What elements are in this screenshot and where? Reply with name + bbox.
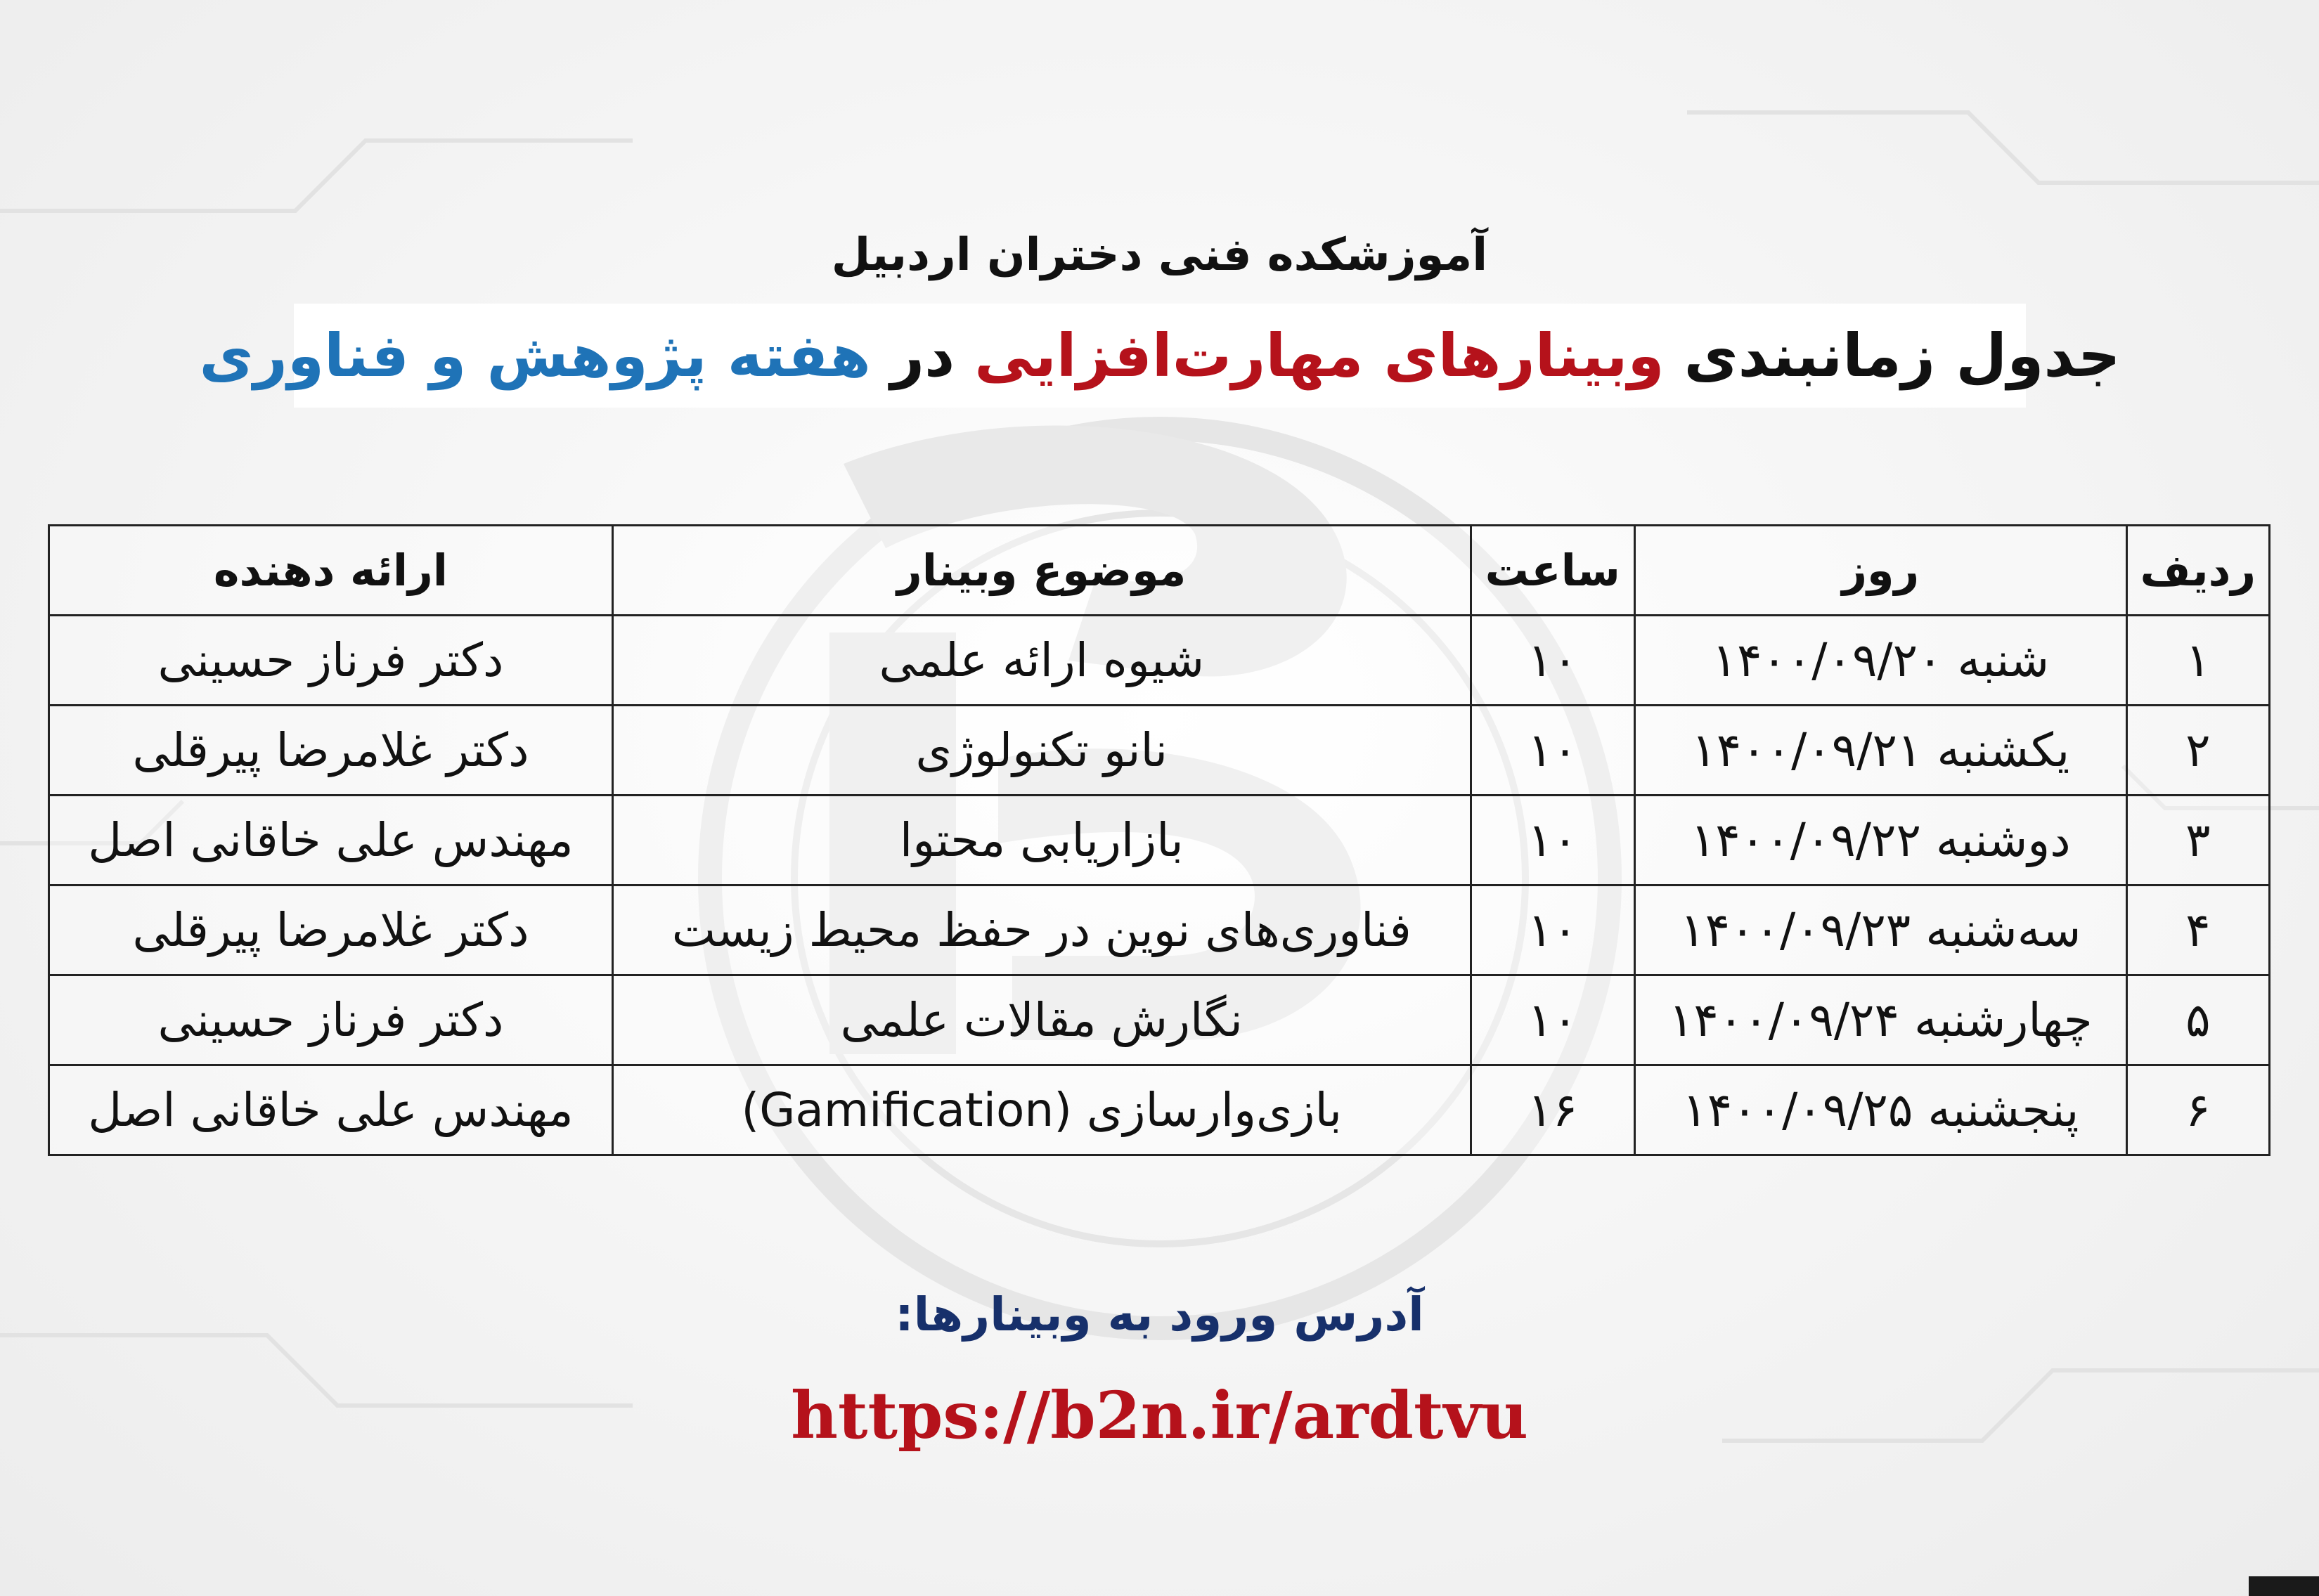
- corner-badge: [2249, 1576, 2319, 1596]
- table-row: [49, 796, 2270, 885]
- cell-presenter: دکتر فرناز حسینی: [49, 975, 613, 1065]
- cell-topic: شیوه ارائه علمی: [612, 616, 1471, 706]
- cell-radif: ۳: [2126, 796, 2269, 885]
- cell-day: پنجشنبه ۱۴۰۰/۰۹/۲۵: [1634, 1065, 2126, 1155]
- cell-presenter: دکتر غلامرضا پیرقلی: [49, 885, 613, 975]
- header-time: ساعت: [1471, 526, 1634, 616]
- cell-presenter: مهندس علی خاقانی اصل: [49, 796, 613, 885]
- webinar-schedule-table: [48, 524, 2270, 1156]
- cell-topic: نگارش مقالات علمی: [612, 975, 1471, 1065]
- header-radif: ردیف: [2126, 526, 2269, 616]
- title-part-webinars: وبینارهای مهارت‌افزایی: [974, 321, 1665, 390]
- cell-presenter: دکتر غلامرضا پیرقلی: [49, 706, 613, 796]
- table-row: [49, 706, 2270, 796]
- institution-name: آموزشکده فنی دختران اردبیل: [831, 229, 1488, 281]
- table-header-row: [49, 526, 2270, 616]
- table-row: [49, 1065, 2270, 1155]
- cell-radif: ۱: [2126, 616, 2269, 706]
- cell-radif: ۴: [2126, 885, 2269, 975]
- title-part-schedule: جدول زمانبندی: [1684, 321, 2121, 390]
- cell-day: یکشنبه ۱۴۰۰/۰۹/۲۱: [1634, 706, 2126, 796]
- cell-presenter: مهندس علی خاقانی اصل: [49, 1065, 613, 1155]
- header-presenter: ارائه دهنده: [49, 526, 613, 616]
- cell-presenter: دکتر فرناز حسینی: [49, 616, 613, 706]
- cell-time: ۱۰: [1471, 885, 1634, 975]
- cell-time: ۱۰: [1471, 975, 1634, 1065]
- header-day: روز: [1634, 526, 2126, 616]
- webinar-link[interactable]: https://b2n.ir/ardtvu: [791, 1377, 1528, 1453]
- cell-time: ۱۰: [1471, 796, 1634, 885]
- cell-time: ۱۶: [1471, 1065, 1634, 1155]
- page-title: [199, 304, 2121, 408]
- cell-day: سه‌شنبه ۱۴۰۰/۰۹/۲۳: [1634, 885, 2126, 975]
- cell-topic: نانو تکنولوژی: [612, 706, 1471, 796]
- cell-radif: ۵: [2126, 975, 2269, 1065]
- table-row: [49, 975, 2270, 1065]
- cell-radif: ۶: [2126, 1065, 2269, 1155]
- cell-topic: فناوری‌های نوین در حفظ محیط زیست: [612, 885, 1471, 975]
- cell-topic: بازی‌وارسازی (Gamification): [612, 1065, 1471, 1155]
- table-row: [49, 885, 2270, 975]
- cell-day: دوشنبه ۱۴۰۰/۰۹/۲۲: [1634, 796, 2126, 885]
- address-label: آدرس ورود به وبینارها:: [895, 1287, 1424, 1342]
- header-topic: موضوع وبینار: [612, 526, 1471, 616]
- cell-radif: ۲: [2126, 706, 2269, 796]
- cell-topic: بازاریابی محتوا: [612, 796, 1471, 885]
- cell-day: شنبه ۱۴۰۰/۰۹/۲۰: [1634, 616, 2126, 706]
- table-row: [49, 616, 2270, 706]
- title-part-in: در: [890, 321, 955, 390]
- cell-time: ۱۰: [1471, 706, 1634, 796]
- cell-time: ۱۰: [1471, 616, 1634, 706]
- title-part-research-week: هفته پژوهش و فناوری: [199, 321, 871, 390]
- cell-day: چهارشنبه ۱۴۰۰/۰۹/۲۴: [1634, 975, 2126, 1065]
